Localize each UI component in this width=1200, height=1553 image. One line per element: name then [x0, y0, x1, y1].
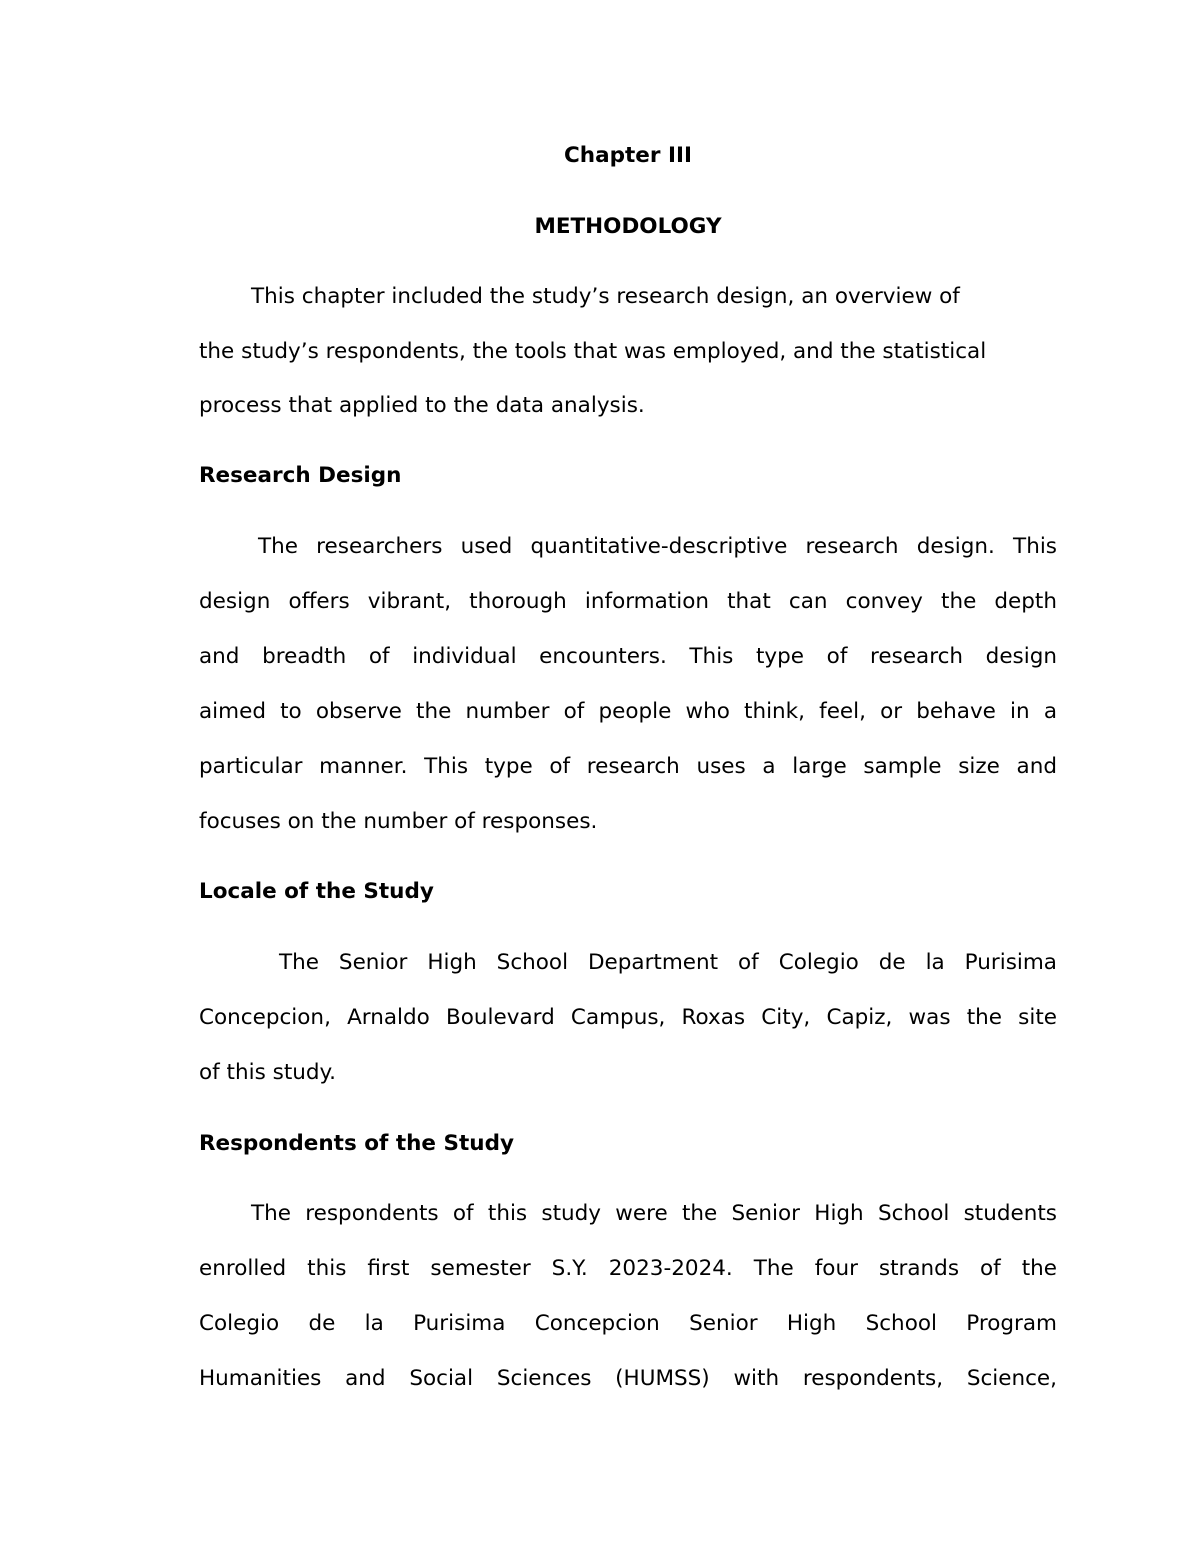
paragraph-line: particular manner. This type of research uses a large sample size and	[199, 754, 1057, 779]
paragraph-line: focuses on the number of responses.	[199, 809, 598, 834]
paragraph-line: the study’s respondents, the tools that was employed, and the statistical	[199, 339, 987, 364]
paragraph-line: process that applied to the data analysis.	[199, 393, 645, 418]
paragraph-line: The respondents of this study were the Senior High School students	[251, 1201, 1057, 1226]
section-heading: Research Design	[199, 463, 402, 488]
paragraph-line: and breadth of individual encounters. This type of research design	[199, 644, 1057, 669]
paragraph-line: design offers vibrant, thorough information that can convey the depth	[199, 589, 1057, 614]
paragraph-line: of this study.	[199, 1060, 337, 1085]
paragraph-line: enrolled this first semester S.Y. 2023-2024. The four strands of the	[199, 1256, 1057, 1281]
section-heading: Respondents of the Study	[199, 1131, 514, 1156]
paragraph-line: Humanities and Social Sciences (HUMSS) with respondents, Science,	[199, 1366, 1057, 1391]
paragraph-line: Colegio de la Purisima Concepcion Senior High School Program	[199, 1311, 1057, 1336]
paragraph-line: Concepcion, Arnaldo Boulevard Campus, Roxas City, Capiz, was the site	[199, 1005, 1057, 1030]
paragraph-line: This chapter included the study’s research design, an overview of	[251, 284, 960, 309]
page-title: METHODOLOGY	[534, 214, 722, 239]
section-heading: Locale of the Study	[199, 879, 434, 904]
paragraph-line: The researchers used quantitative-descriptive research design. This	[258, 534, 1057, 559]
chapter-label: Chapter III	[564, 143, 692, 168]
paragraph-line: aimed to observe the number of people who think, feel, or behave in a	[199, 699, 1057, 724]
paragraph-line: The Senior High School Department of Colegio de la Purisima	[279, 950, 1057, 975]
